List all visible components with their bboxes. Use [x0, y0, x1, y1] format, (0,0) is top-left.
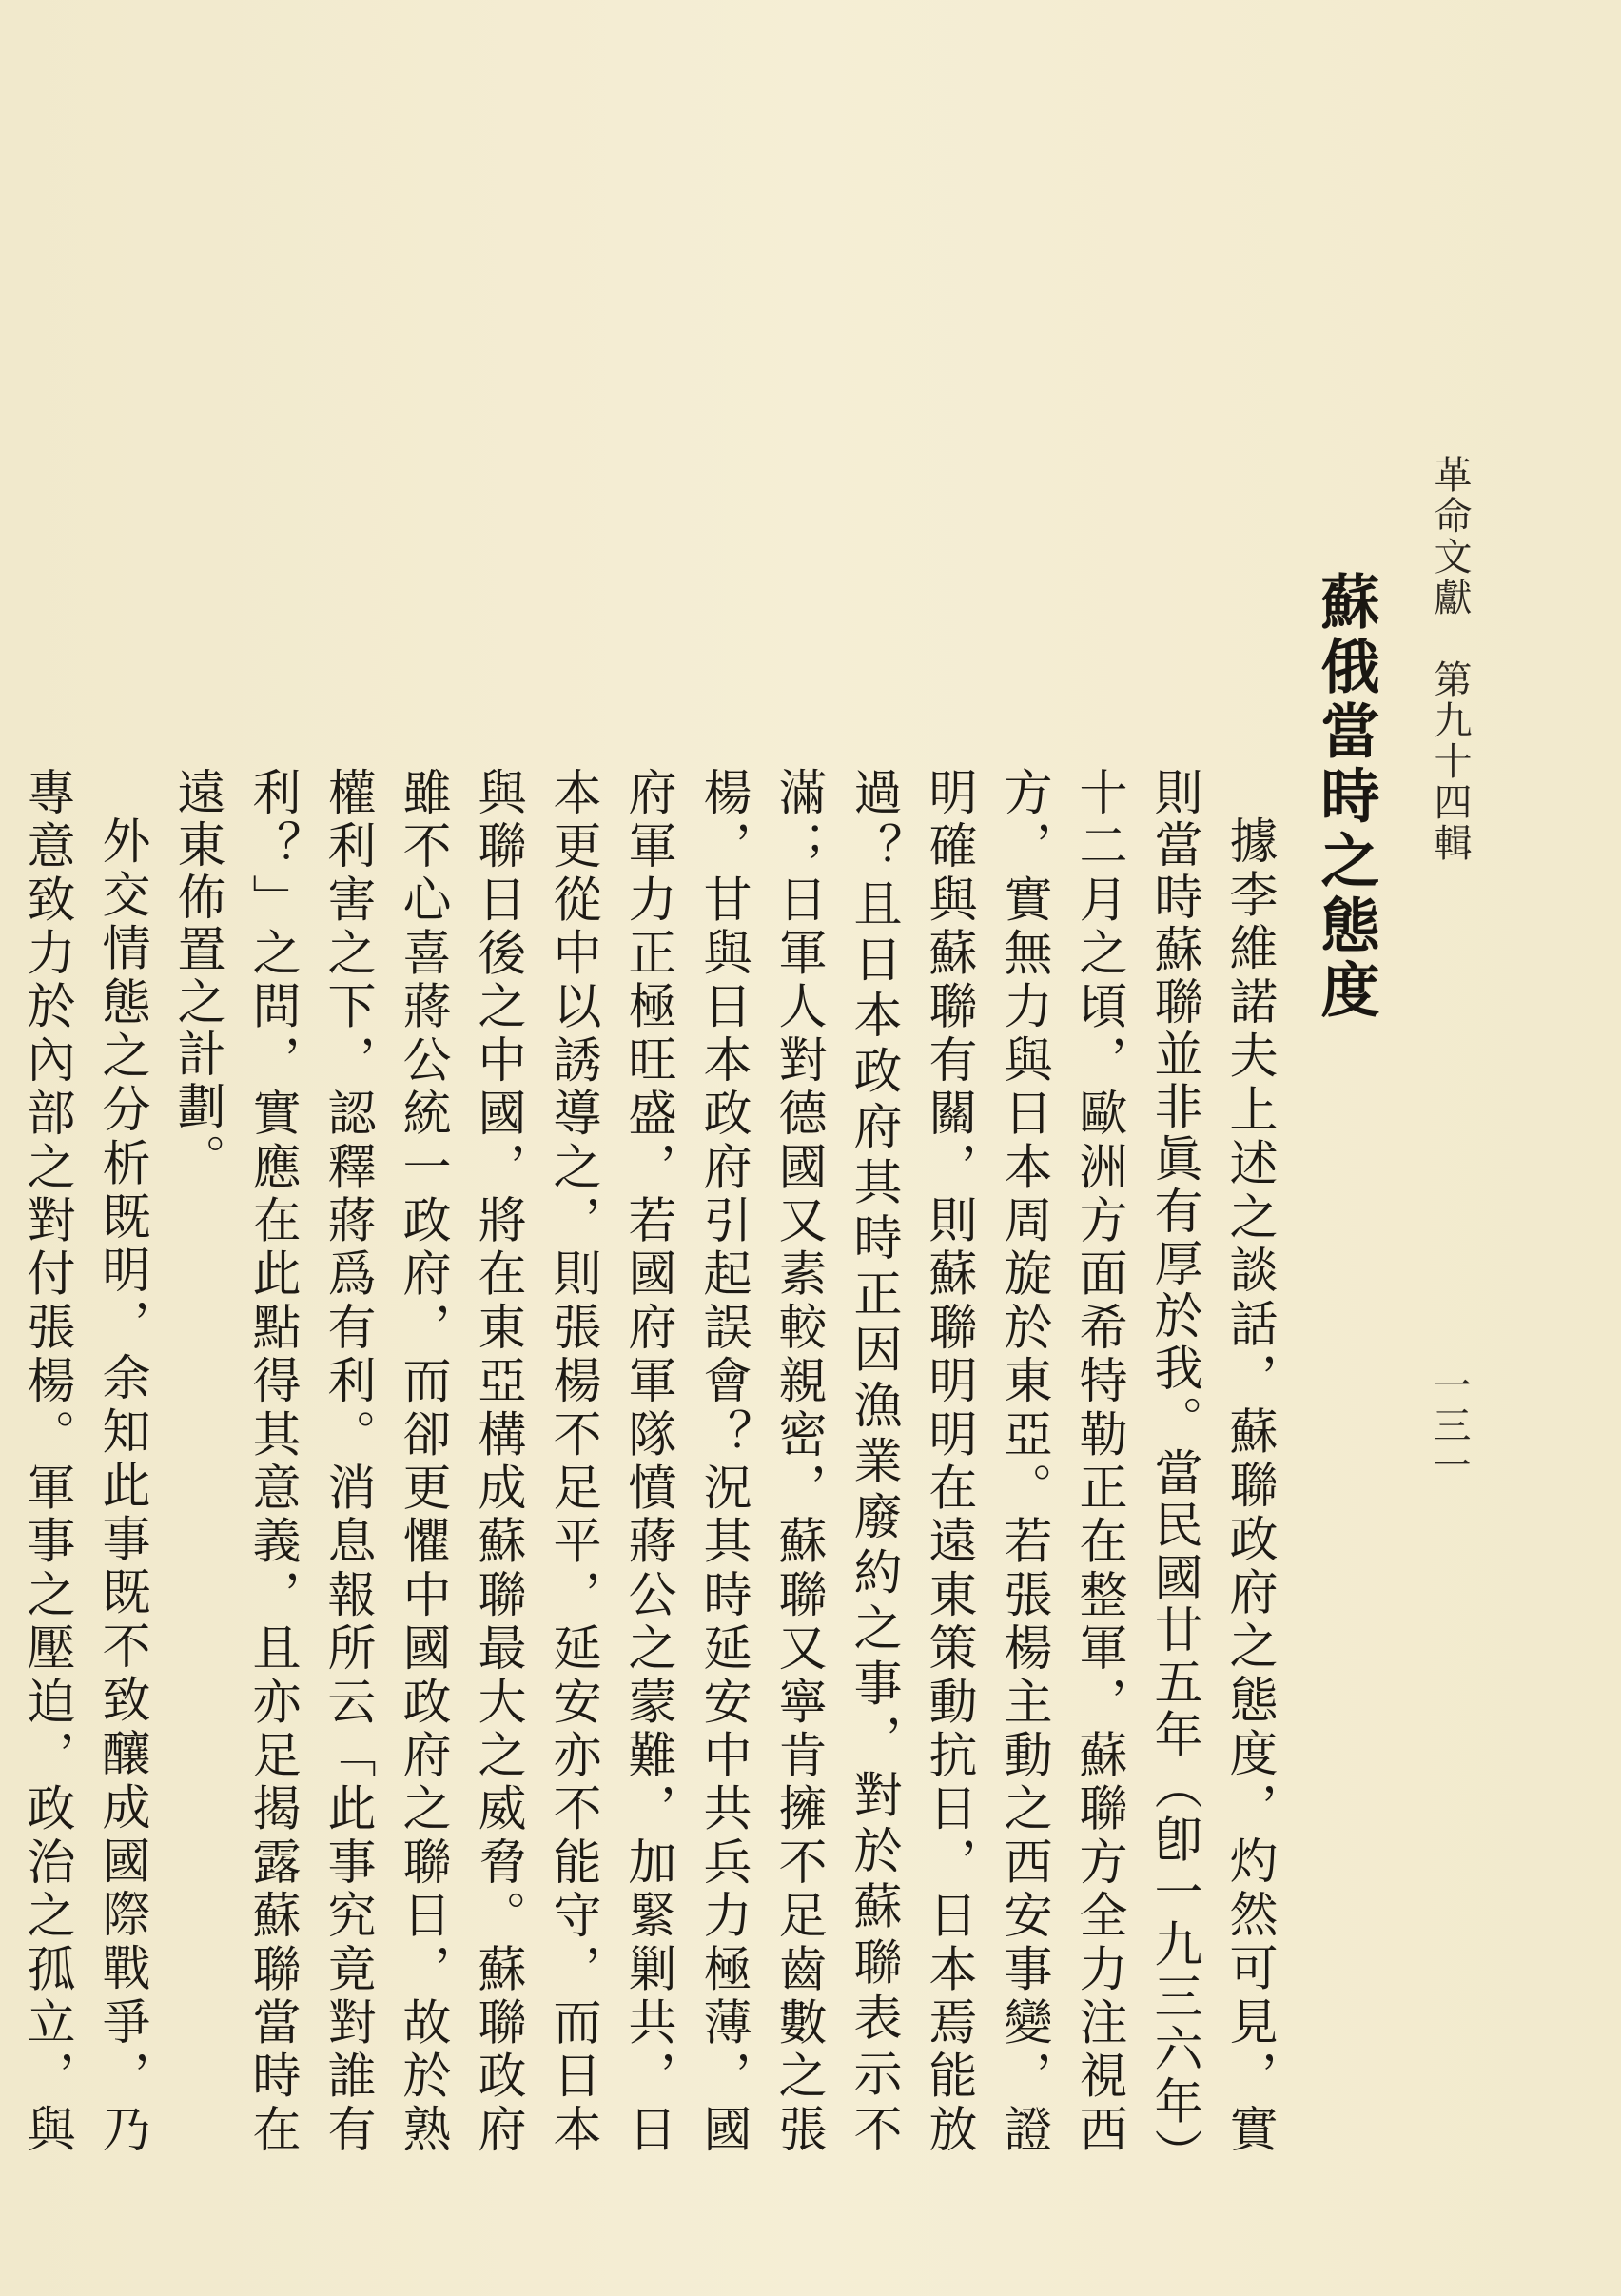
paragraph-1: 據李維諾夫上述之談話，蘇聯政府之態度，灼然可見，實則當時蘇聯並非眞有厚於我。當民國廿五年（卽一九三六年）十二月之頃，歐洲方面希特勒正在整軍，蘇聯方全力注視西方，實無力與日本周旋於東亞。若張楊主動之西安事變，證明確與蘇聯有關，則蘇聯明明在遠東策動抗日，日本焉能放過？且日本政府其時正因漁業廢約之事，對於蘇聯表示不滿；日軍人對德國又素較親密，蘇聯又寧肯擁不足齒數之張楊，甘與日本政府引起誤會？況其時延安中共兵力極薄，國府軍力正極旺盛，若國府軍隊憤蔣公之蒙難，加緊剿共，日本更從中以誘導之，則張楊不足平，延安亦不能守，而日本與聯日後之中國，將在東亞構成蘇聯最大之威脅。蘇聯政府雖不心喜蔣公統一政府，而卻更懼中國政府之聯日，故於熟權利害之下，認釋蔣爲有利。消息報所云「此事究竟對誰有利？」之問，實應在此點得其意義，且亦足揭露蘇聯當時在遠東佈置之計劃。 — [168, 767, 1277, 2156]
paragraph-2: 外交情態之分析既明，余知此事既不致釀成國際戰爭，乃專意致力於內部之對付張楊。軍事之壓迫，政治之孤立，與 — [18, 767, 149, 2156]
section-title: 蘇俄當時之態度 — [1311, 571, 1380, 1024]
page-number: 一三一 — [1427, 1365, 1471, 1485]
running-head: 革命文獻 第九十四輯 — [1428, 455, 1472, 864]
body-text — [0, 767, 1286, 2156]
